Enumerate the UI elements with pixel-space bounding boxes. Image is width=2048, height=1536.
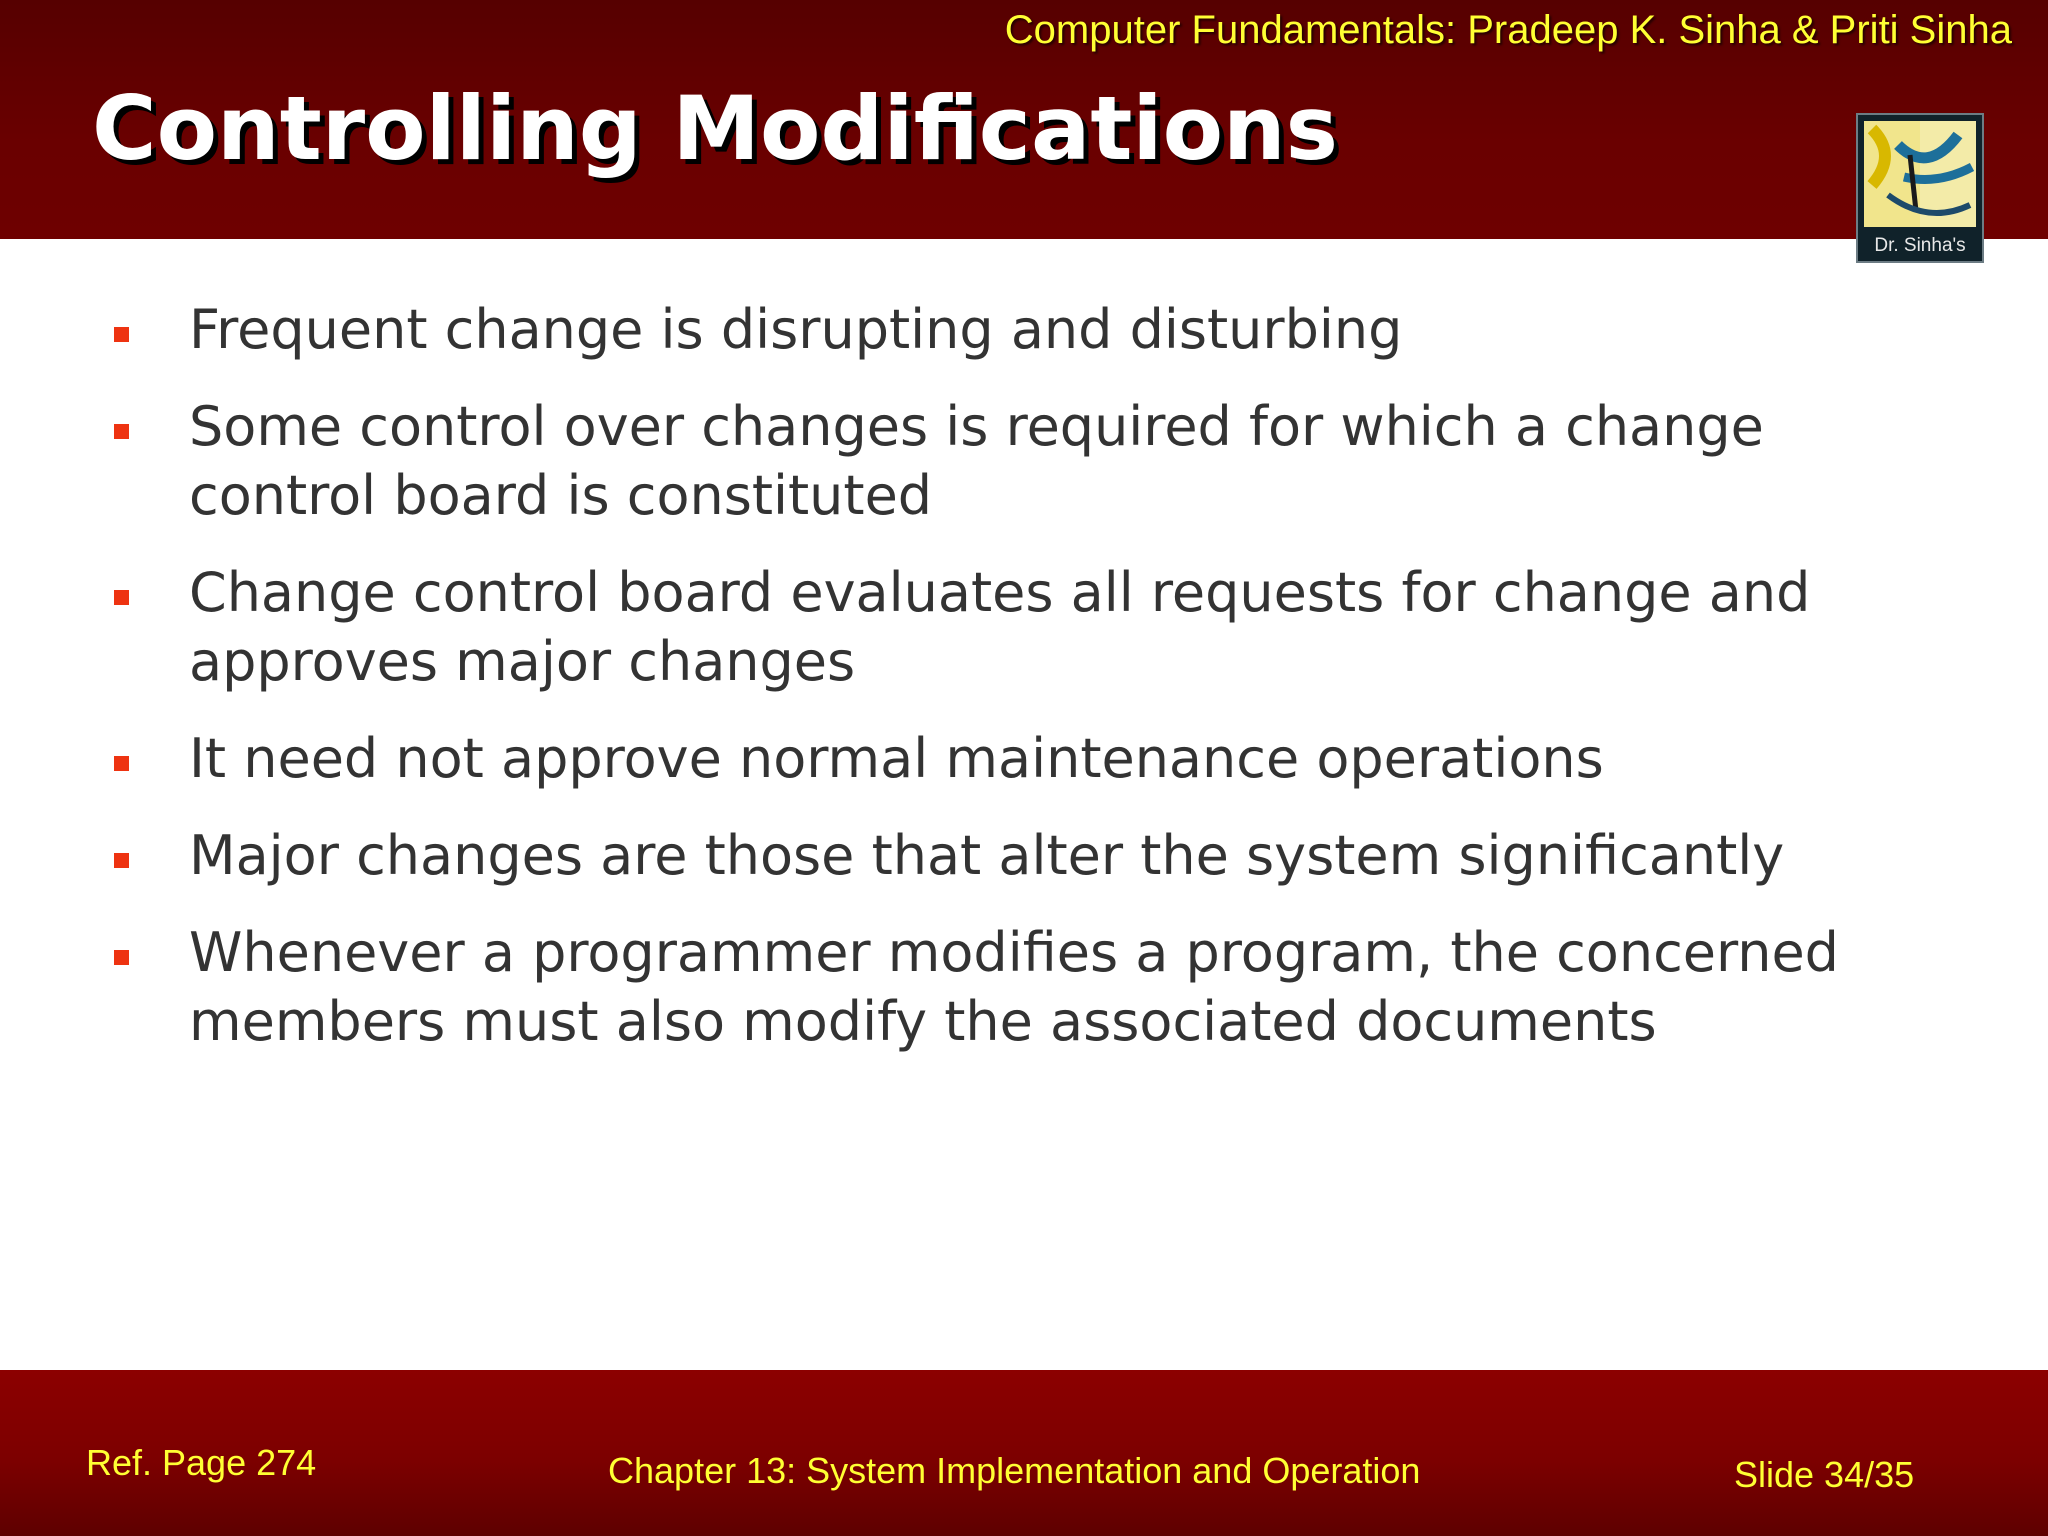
square-bullet-icon (114, 424, 129, 439)
logo-caption: Dr. Sinha's (1874, 235, 1966, 256)
bullet-text: Whenever a programmer modifies a program, the concerned members must also modify the associated documents (189, 921, 1839, 1053)
square-bullet-icon (114, 327, 129, 342)
bullet-item (110, 558, 1960, 696)
bullet-item (110, 392, 1960, 530)
chapter-title: Chapter 13: System Implementation and Operation (608, 1450, 1421, 1491)
square-bullet-icon (114, 853, 129, 868)
bullet-item (110, 724, 1960, 793)
bullet-item (110, 918, 1960, 1056)
bullet-text: Major changes are those that alter the system significantly (189, 824, 1785, 887)
bullet-text: Frequent change is disrupting and disturbing (189, 298, 1403, 361)
bullet-text: Change control board evaluates all requests for change and approves major changes (189, 561, 1811, 693)
square-bullet-icon (114, 590, 129, 605)
square-bullet-icon (114, 950, 129, 965)
bullet-text: It need not approve normal maintenance operations (189, 727, 1604, 790)
slide-number: Slide 34/35 (1734, 1454, 1915, 1495)
bullet-item (110, 821, 1960, 890)
book-credit: Computer Fundamentals: Pradeep K. Sinha & Priti Sinha (1004, 8, 2012, 52)
bullet-item (110, 295, 1960, 364)
slide-title: Controlling Modifications (92, 77, 1339, 180)
bullet-text: Some control over changes is required for which a change control board is constituted (189, 395, 1764, 527)
reference-page: Ref. Page 274 (86, 1442, 317, 1483)
square-bullet-icon (114, 756, 129, 771)
slide-header (0, 0, 2048, 239)
bullet-list (110, 295, 1960, 1084)
slide-footer (0, 1370, 2048, 1536)
author-logo (1856, 113, 1984, 263)
